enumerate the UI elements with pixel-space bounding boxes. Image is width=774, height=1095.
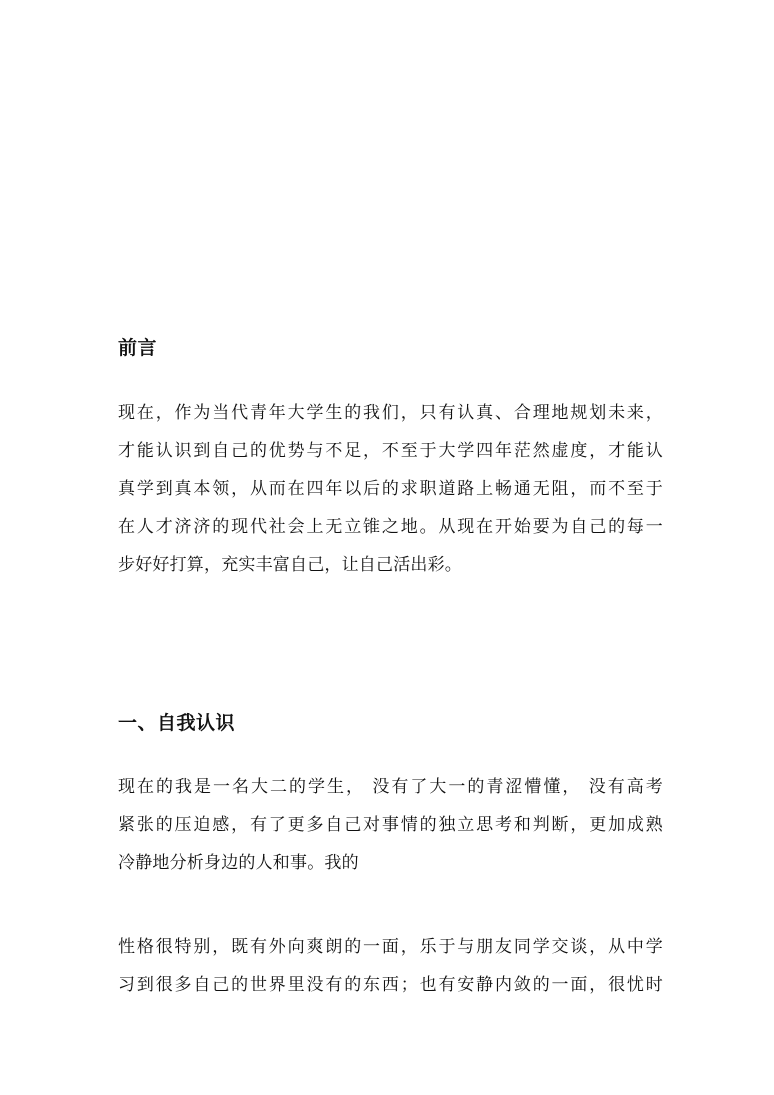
section-1-para-2-line-2: 习到很多自己的世界里没有的东西；也有安静内敛的一面，很忧时	[118, 975, 663, 995]
section-1-para-2-line-1: 性格很特别，既有外向爽朗的一面，乐于与朋友同学交谈，从中学	[118, 937, 663, 957]
section-1-heading: 一、自我认识	[118, 712, 236, 734]
preface-line-3: 真学到真本领，从而在四年以后的求职道路上畅通无阻，而不至于	[118, 479, 663, 499]
preface-line-2: 才能认识到自己的优势与不足，不至于大学四年茫然虚度，才能认	[118, 441, 663, 461]
preface-line-4: 在人才济济的现代社会上无立锥之地。从现在开始要为自己的每一	[118, 517, 663, 537]
section-1-para-1-line-3: 冷静地分析身边的人和事。我的	[118, 853, 359, 873]
section-1-para-1-line-1: 现在的我是一名大二的学生， 没有了大一的青涩懵懂， 没有高考	[118, 777, 663, 797]
preface-line-1: 现在，作为当代青年大学生的我们，只有认真、合理地规划未来，	[118, 403, 663, 423]
preface-line-5: 步好好打算，充实丰富自己，让自己活出彩。	[118, 555, 462, 575]
preface-heading: 前言	[118, 337, 158, 359]
section-1-para-1-line-2: 紧张的压迫感，有了更多自己对事情的独立思考和判断，更加成熟	[118, 815, 663, 835]
